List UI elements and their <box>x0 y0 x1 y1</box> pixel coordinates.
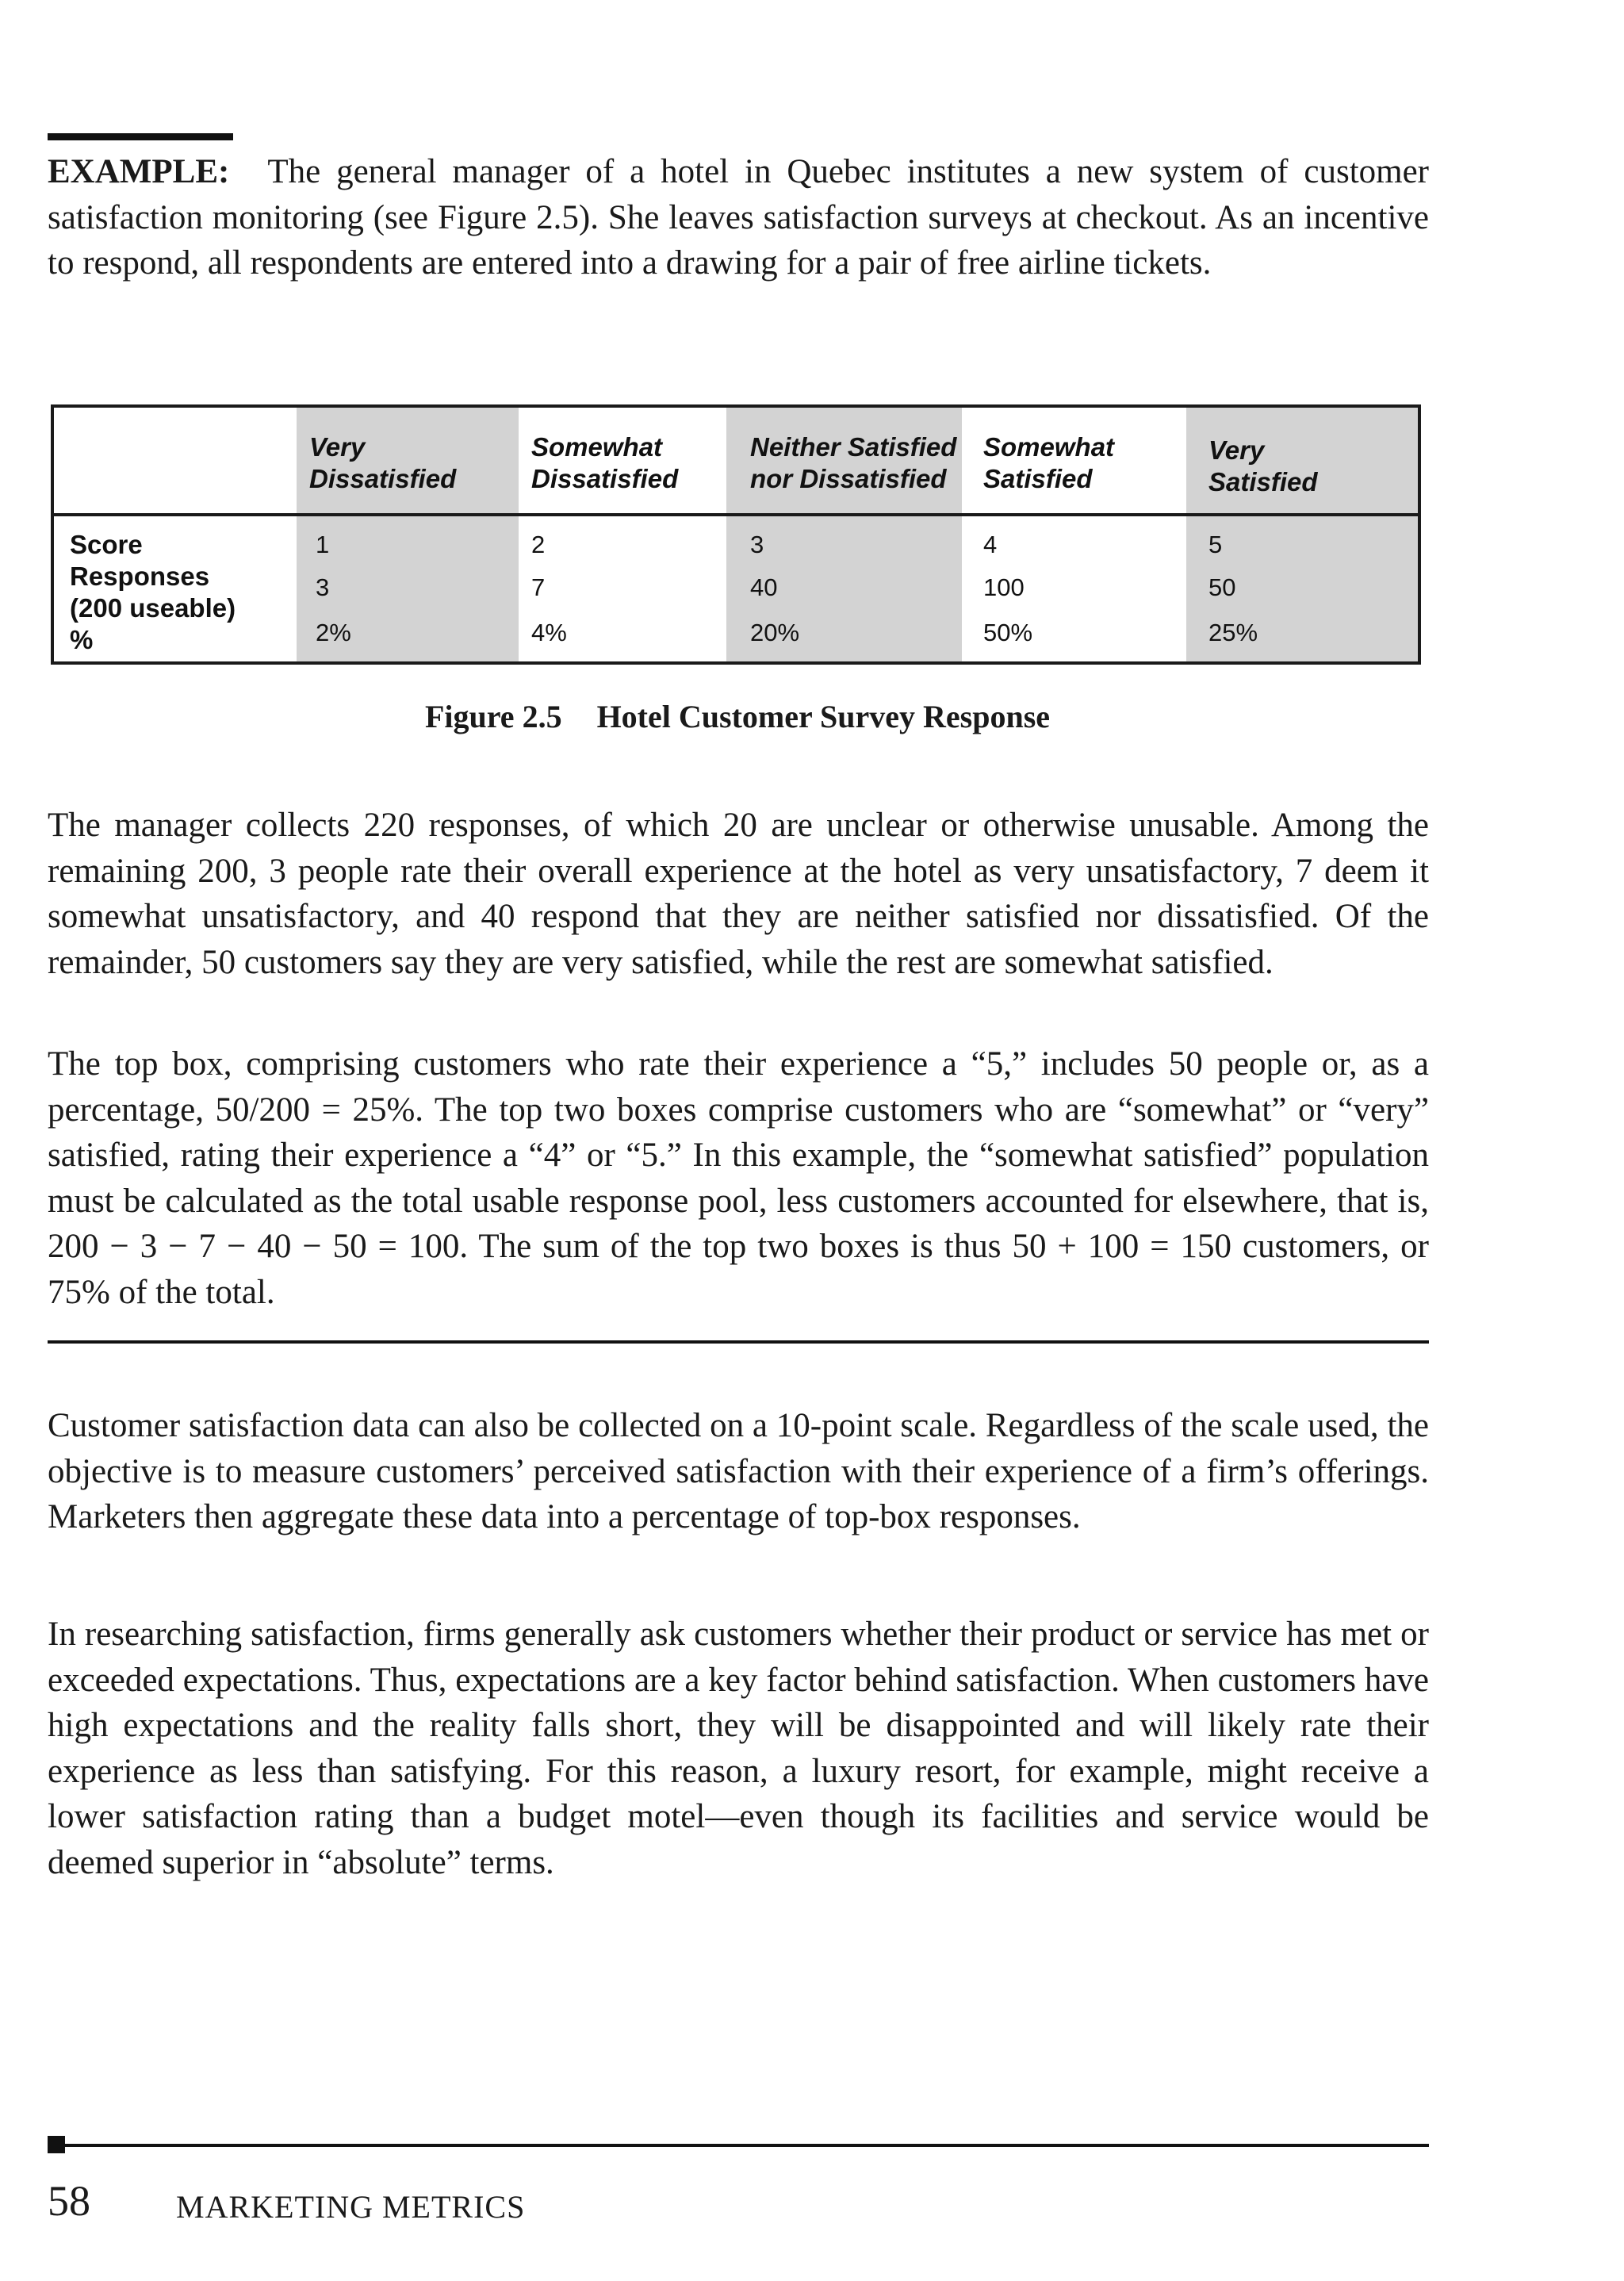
header-line: nor Dissatisfied <box>750 464 947 493</box>
header-line: Dissatisfied <box>309 464 457 493</box>
figure-title: Hotel Customer Survey Response <box>596 699 1051 734</box>
score-cell: 3 <box>750 531 764 558</box>
responses-cell: 7 <box>531 573 546 601</box>
example-top-rule <box>48 133 233 140</box>
percent-cell: 4% <box>531 619 567 646</box>
header-somewhat-satisfied <box>983 431 1114 495</box>
responses-cell: 40 <box>750 573 778 601</box>
percent-cell: 50% <box>983 619 1033 646</box>
body-paragraph: The top box, comprising customers who rate their experience a “5,” includes 50 people or, as a percentage, 50/200 = 25%. The top two boxes comprise customers who are “somewhat” or “very” satisfied, rating their experience a “4” or “5.” In this example, the “somewhat satisfied” population must be calculated as the total usable response pool, less customers accounted for elsewhere, that is, 200 − 3 − 7 − 40 − 50 = 100. The sum of the top two boxes is thus 50 + 100 = 150 customers, or 75% of the total. <box>48 1045 1429 1311</box>
example-text: The general manager of a hotel in Quebec institutes a new system of customer satisfaction monitoring (see Figure 2.5). She leaves satisfaction surveys at checkout. As an incentive to respond, all respondents are entered into a drawing for a pair of free airline tickets. <box>48 153 1429 282</box>
header-somewhat-dissatisfied <box>531 431 678 495</box>
score-cell: 4 <box>983 531 998 558</box>
row-label-score: Score <box>70 530 143 559</box>
header-line: Very <box>309 432 366 462</box>
example-end-rule <box>48 1340 1429 1344</box>
score-cell: 1 <box>316 531 330 558</box>
footer-rule <box>48 2144 1429 2147</box>
example-label: EXAMPLE: <box>48 153 230 190</box>
running-title: MARKETING METRICS <box>176 2189 526 2225</box>
header-line: Satisfied <box>1208 467 1318 496</box>
row-label-responses: Responses <box>70 562 210 591</box>
header-divider <box>54 513 1418 516</box>
header-line: Dissatisfied <box>531 464 679 493</box>
header-line: Satisfied <box>983 464 1093 493</box>
body-paragraph: Customer satisfaction data can also be collected on a 10-point scale. Regardless of the scale used, the objective is to measure customers’ perceived satisfaction with their experience of a firm’s offerings. Marketers then aggregate these data into a percentage of top-box responses. <box>48 1407 1429 1535</box>
example-paragraph <box>48 149 1429 286</box>
survey-table <box>51 404 1421 665</box>
header-line: Somewhat <box>983 432 1115 462</box>
percent-cell: 20% <box>750 619 800 646</box>
body-paragraph: The manager collects 220 responses, of which 20 are unclear or otherwise unusable. Among the remaining 200, 3 people rate their overall experience at the hotel as very unsatisfactory, 7 deem it somewhat unsatisfactory, and 40 respond that they are neither satisfied nor dissatisfied. Of the remainder, 50 customers say they are very satisfied, while the rest are somewhat satisfied. <box>48 807 1429 981</box>
body-paragraph: In researching satisfaction, firms generally ask customers whether their product or service has met or exceeded expectations. Thus, expectations are a key factor behind satisfaction. When customers have high expectations and the reality falls short, they will be disappointed and will likely rate their experience as less than satisfying. For this reason, a luxury resort, for example, might receive a lower satisfaction rating than a budget motel—even though its facilities and service would be deemed superior in “absolute” terms. <box>48 1616 1429 1881</box>
row-label-percent: % <box>70 625 94 654</box>
responses-cell: 100 <box>983 573 1025 601</box>
responses-cell: 50 <box>1208 573 1236 601</box>
responses-cell: 3 <box>316 573 330 601</box>
figure-caption <box>0 698 1475 735</box>
header-line: Very <box>1208 435 1265 465</box>
header-line: Neither Satisfied <box>750 432 957 462</box>
row-label-useable: (200 useable) <box>70 593 236 623</box>
header-neither <box>750 431 956 495</box>
header-line: Somewhat <box>531 432 663 462</box>
score-cell: 2 <box>531 531 546 558</box>
percent-cell: 25% <box>1208 619 1258 646</box>
header-very-satisfied <box>1208 435 1318 498</box>
row-labels <box>70 529 236 656</box>
score-cell: 5 <box>1208 531 1223 558</box>
percent-cell: 2% <box>316 619 351 646</box>
header-very-dissatisfied <box>309 431 456 495</box>
figure-number: Figure 2.5 <box>424 699 562 734</box>
page-number: 58 <box>48 2177 90 2225</box>
